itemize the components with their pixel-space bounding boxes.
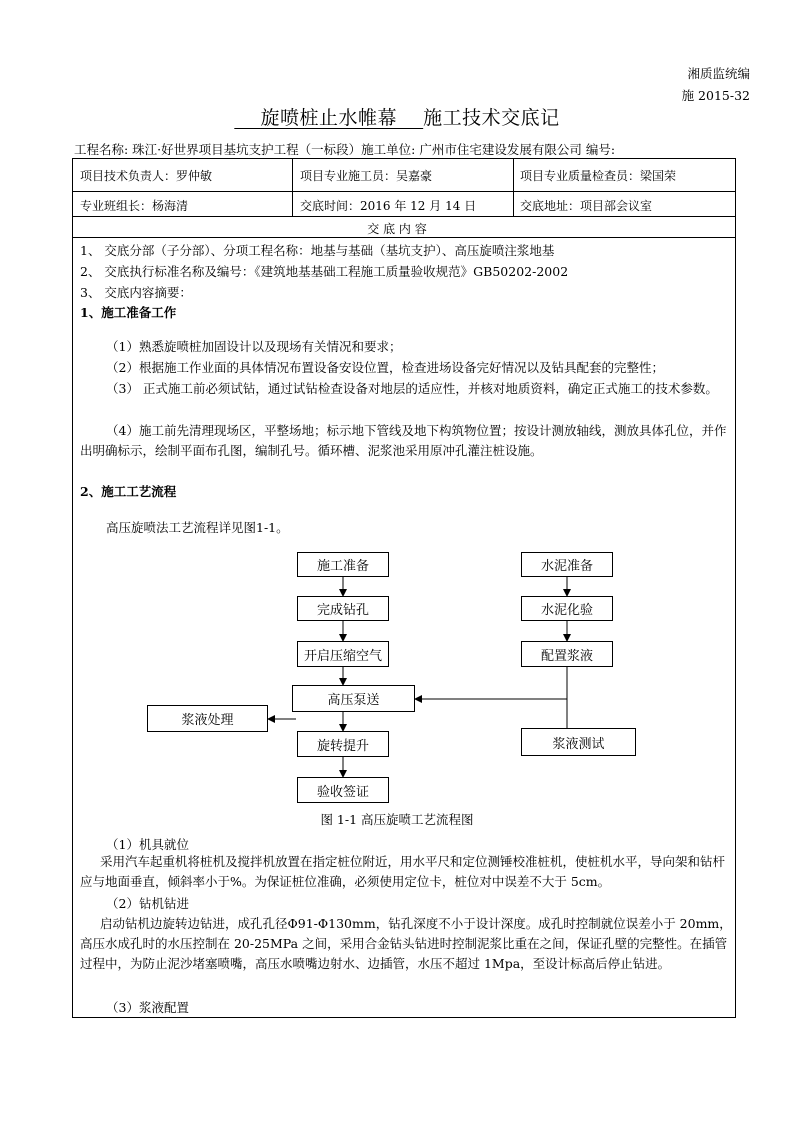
flow-step-cement-test: 水泥化验	[521, 596, 613, 621]
flow-step-cement-prep: 水泥准备	[521, 552, 613, 577]
figure-caption: 图 1-1 高压旋喷工艺流程图	[320, 812, 474, 827]
flow-step-slurry-mix: 配置浆液	[521, 641, 613, 667]
section-header: 交 底 内 容	[367, 222, 427, 236]
step1-text: 采用汽车起重机将桩机及搅拌机放置在指定桩位附近，用水平尺和定位测锤校准桩机，使桩机水平，导向架和钻杆应与地面垂直，倾斜率小于%。为保证桩位准确，必须使用定位卡，桩位对中误差不大于 5cm。	[80, 854, 726, 889]
prep-item-4: （4）施工前先清理现场区，平整场地；标示地下管线及地下构筑物位置；按设计测放轴线，测放具体孔位，并作出明确标示，绘制平面布孔图，编制孔号。循环槽、泥浆池采用原冲孔灌注桩设施。	[80, 423, 727, 458]
disclosure-date: 交底时间：2016 年 12 月 14 日	[300, 199, 477, 213]
section1-heading: 1、施工准备工作	[80, 305, 177, 320]
tech-lead: 项目技术负责人：罗仲敏	[80, 169, 213, 183]
team-leader: 专业班组长：杨海清	[80, 199, 189, 213]
issuer-label: 湘质监统编	[687, 66, 750, 81]
item-3: 3、 交底内容摘要：	[80, 285, 192, 300]
step2-text: 启动钻机边旋转边钻进，成孔孔径Φ91-Φ130mm，钻孔深度不小于设计深度。成孔时控制就位误差小于 20mm，高压水成孔时的水压控制在 20-25MPa 之间，采用合金钻头钻进时控制泥浆比重在之间，保证孔壁的完整性。在插管过程中，为防止泥沙堵塞喷嘴，高压水喷嘴边射水、边插管，水压不超过 1Mpa，至设计标高后停止钻进。	[80, 916, 732, 971]
flow-step-lift: 旋转提升	[297, 731, 389, 757]
quality-inspector: 项目专业质量检查员：梁国荣	[520, 169, 677, 183]
flow-step-slurry-test: 浆液测试	[521, 728, 636, 756]
flow-step-air: 开启压缩空气	[297, 641, 389, 667]
prep-item-3: （3） 正式施工前必须试钻，通过试钻检查设备对地层的适应性，并核对地质资料，确定正式施工的技术参数。	[106, 381, 718, 396]
flow-step-slurry-treat: 浆液处理	[147, 705, 268, 732]
step1-title: （1）机具就位	[106, 837, 189, 852]
prep-item-2: （2）根据施工作业面的具体情况布置设备安设位置，检查进场设备完好情况以及钻具配套的完整性；	[106, 360, 664, 375]
prep-item-1: （1）熟悉旋喷桩加固设计以及现场有关情况和要求；	[106, 339, 402, 354]
disclosure-location: 交底地址：项目部会议室	[520, 199, 653, 213]
title-type: 施工技术交底记	[423, 107, 560, 129]
flow-step-pump: 高压泵送	[292, 685, 415, 712]
item-1: 1、 交底分部（子分部）、分项工程名称：地基与基础（基坑支护）、高压旋喷注浆地基	[80, 243, 555, 258]
title-subject: 旋喷桩止水帷幕	[260, 107, 397, 129]
flow-step-drill: 完成钻孔	[297, 596, 389, 621]
section2-heading: 2、施工工艺流程	[80, 484, 177, 499]
flow-intro: 高压旋喷法工艺流程详见图1-1。	[106, 520, 289, 535]
construction-officer: 项目专业施工员：吴嘉豪	[300, 169, 433, 183]
flow-step-prep: 施工准备	[297, 552, 389, 577]
step3-title: （3）浆液配置	[106, 1000, 189, 1015]
project-line: 工程名称: 珠江·好世界项目基坑支护工程（一标段）施工单位: 广州市住宅建设发展有限公司 编号:	[74, 142, 616, 157]
item-2: 2、 交底执行标准名称及编号：《建筑地基基础工程施工质量验收规范》GB50202-2002	[80, 264, 569, 279]
step2-title: （2）钻机钻进	[106, 896, 189, 911]
flow-step-accept: 验收签证	[297, 777, 389, 803]
document-code: 施 2015-32	[681, 88, 750, 103]
